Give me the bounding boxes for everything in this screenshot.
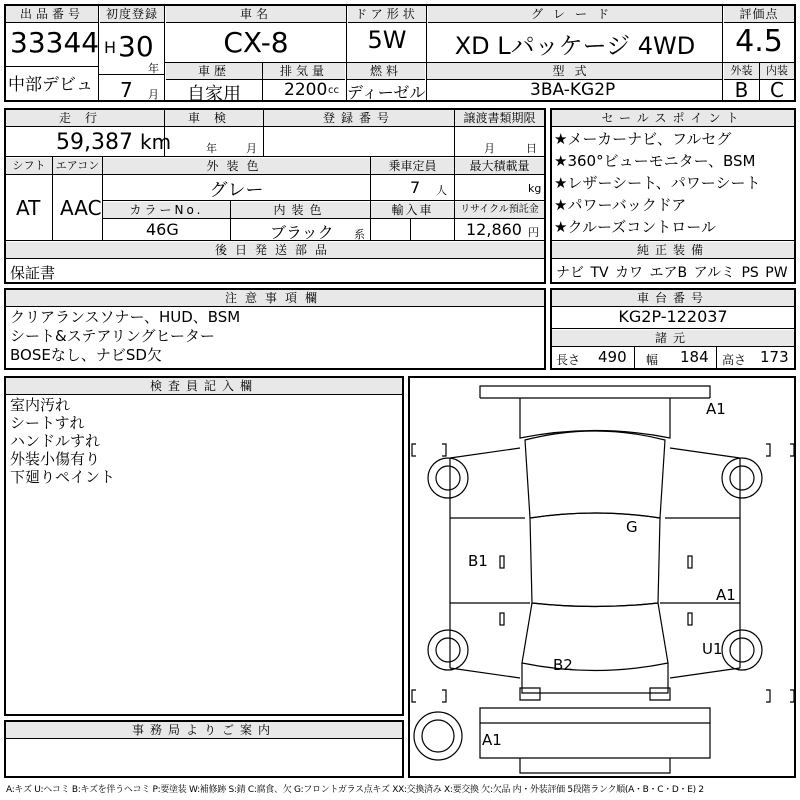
later-parts: 保証書: [10, 264, 56, 282]
int-score: C: [770, 78, 784, 102]
car-name: CX-8: [223, 26, 289, 59]
lot-label: 出品番号: [6, 6, 98, 23]
inspector-line-1: 室内汚れ: [10, 396, 71, 414]
reg-month: 7: [120, 78, 133, 102]
height-label: 高さ: [722, 353, 747, 367]
capacity: 7: [410, 178, 421, 197]
reg-no-label: 登録番号: [264, 110, 454, 127]
note-line-2: シート&ステアリングヒーター: [10, 327, 215, 345]
ext-color: グレー: [209, 180, 264, 201]
damage-mark: B1: [468, 552, 488, 570]
capacity-unit: 人: [436, 184, 447, 197]
int-color-label: 内装色: [231, 202, 370, 219]
sales-point-3: ★レザーシート、パワーシート: [554, 174, 761, 192]
note-line-3: BOSEなし、ナビSD欠: [10, 346, 162, 364]
car-diagram: [410, 378, 794, 776]
history: 自家用: [187, 84, 241, 105]
transfer-month-unit: 月: [484, 142, 495, 155]
color-no: 46G: [146, 220, 179, 239]
insp-year-unit: 年: [206, 142, 217, 155]
insp-month-unit: 月: [246, 142, 257, 155]
score: 4.5: [735, 24, 783, 59]
door-label: ドア形状: [348, 6, 426, 23]
transfer-day-unit: 日: [526, 142, 537, 155]
ext-color-label: 外装色: [103, 158, 370, 175]
equipment-item: アルミ: [693, 265, 736, 281]
sales-points-label: セールスポイント: [552, 110, 794, 127]
int-color-unit: 系: [354, 228, 365, 241]
displacement-label: 排気量: [263, 63, 345, 80]
history-label: 車歴: [166, 63, 262, 80]
displacement: 2200: [284, 80, 328, 100]
max-load-unit: kg: [528, 182, 542, 195]
aircon-value: AAC: [60, 196, 102, 220]
damage-mark: B2: [553, 656, 573, 674]
model-code: 3BA-KG2P: [530, 80, 616, 100]
recycle-fee: 12,860: [466, 220, 522, 239]
chassis-number: KG2P-122037: [618, 307, 728, 326]
lot-number: 33344: [10, 26, 100, 59]
color-no-label: カラーNo.: [103, 202, 230, 219]
equipment-item: エアB: [649, 265, 688, 281]
damage-mark: G: [626, 518, 638, 536]
aircon-label: エアコン: [53, 158, 102, 175]
model-label: 型式: [427, 63, 722, 80]
first-reg-label: 初度登録: [100, 6, 164, 23]
width-value: 184: [680, 348, 709, 366]
damage-mark: A1: [482, 731, 502, 749]
chassis-label: 車台番号: [552, 290, 794, 307]
sales-point-4: ★パワーバックドア: [554, 196, 687, 214]
ext-score: B: [734, 78, 749, 102]
length-value: 490: [598, 348, 627, 366]
notes-label: 注意事項欄: [6, 290, 544, 307]
sales-point-5: ★クルーズコントロール: [554, 218, 716, 236]
width-label: 幅: [646, 353, 659, 367]
damage-mark: A1: [706, 400, 726, 418]
month-unit: 月: [148, 88, 159, 101]
int-color: ブラック: [270, 223, 334, 242]
mileage-label: 走行: [6, 110, 164, 127]
door-type: 5W: [367, 26, 407, 54]
sales-point-1: ★メーカーナビ、フルセグ: [554, 130, 732, 148]
recycle-label: リサイクル預託金: [455, 202, 544, 219]
transfer-label: 譲渡書類期限: [455, 110, 544, 127]
fuel: ディーゼル: [347, 83, 426, 102]
equipment-item: TV: [590, 265, 609, 281]
displacement-unit: cc: [328, 85, 339, 96]
region-label: 中部デビュ: [8, 75, 93, 95]
office-label: 事務局よりご案内: [6, 722, 402, 739]
inspector-line-2: シートすれ: [10, 414, 85, 432]
mileage-unit: km: [140, 130, 172, 154]
car-name-label: 車名: [166, 6, 346, 23]
inspector-line-3: ハンドルすれ: [10, 432, 101, 450]
inspection-label: 車検: [165, 110, 263, 127]
grade: XD Lパッケージ 4WD: [454, 32, 696, 60]
era: H: [104, 38, 117, 57]
grade-label: グレード: [428, 6, 722, 23]
reg-year: 30: [118, 30, 154, 63]
length-label: 長さ: [556, 353, 581, 367]
shift-label: シフト: [6, 158, 52, 175]
damage-mark: A1: [716, 586, 736, 604]
sales-point-2: ★360°ビューモニター、BSM: [554, 152, 756, 170]
inspector-label: 検査員記入欄: [6, 378, 402, 395]
note-line-1: クリアランスソナー、HUD、BSM: [10, 308, 241, 326]
mileage: 59,387: [56, 130, 133, 155]
dims-label: 諸元: [552, 330, 794, 347]
height-value: 173: [760, 348, 789, 366]
year-unit: 年: [148, 62, 159, 75]
later-parts-label: 後日発送部品: [6, 242, 544, 259]
shift-value: AT: [16, 196, 41, 220]
damage-mark: U1: [702, 640, 723, 658]
inspector-line-4: 外装小傷有り: [10, 450, 101, 468]
equipment-item: PS: [741, 265, 759, 281]
recycle-unit: 円: [528, 226, 539, 239]
int-score-label: 内装: [760, 63, 794, 80]
equipment-item: PW: [765, 265, 788, 281]
ext-score-label: 外装: [724, 63, 759, 80]
import-label: 輸入車: [371, 202, 454, 219]
fuel-label: 燃料: [347, 63, 425, 80]
capacity-label: 乗車定員: [371, 158, 454, 175]
equipment-item: カワ: [615, 265, 644, 281]
equipment-label: 純正装備: [552, 242, 794, 259]
equipment-item: ナビ: [556, 265, 584, 281]
max-load-label: 最大積載量: [455, 158, 544, 175]
legend: A:キズ U:ヘコミ B:キズを伴うヘコミ P:要塗装 W:補修跡 S:錆 C:腐食、欠 G:フロントガラス点キズ XX:交換済み X:要交換 欠:欠品 内・外装評価 5段階ランク順(A・B・C・D・E) 2: [6, 785, 704, 795]
inspector-line-5: 下廻りペイント: [10, 468, 116, 486]
equipment-list: [556, 262, 788, 282]
score-label: 評価点: [724, 6, 794, 23]
